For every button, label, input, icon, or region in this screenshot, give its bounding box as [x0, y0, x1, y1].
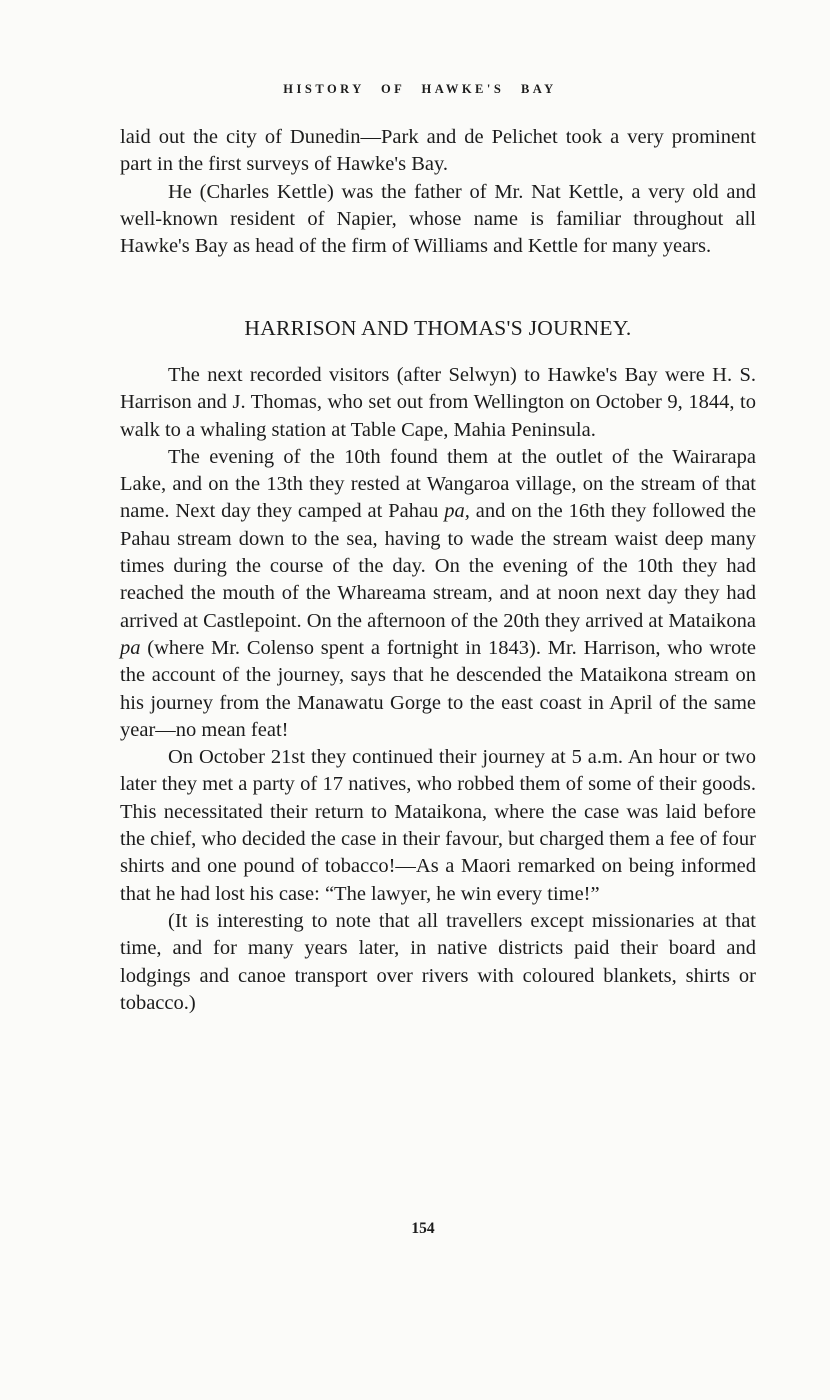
running-head: HISTORY OF HAWKE'S BAY — [283, 82, 557, 96]
section-heading: HARRISON AND THOMAS'S JOURNEY. — [244, 316, 632, 340]
paragraph-journey-part-a: The evening of the 10th found them at the outlet of the Wairarapa Lake, and on the 13th they rested at Wangaroa village, on the stream of that name. Next day they camped at Pahau — [120, 445, 756, 523]
section-body — [120, 362, 756, 1017]
opening-text — [120, 124, 756, 260]
pa-italic-2: pa — [120, 636, 141, 659]
paragraph-kettle: He (Charles Kettle) was the father of Mr. Nat Kettle, a very old and well-known resident of Napier, whose name is familiar throughout all Hawke's Bay as head of the firm of Williams and Kettle for many years. — [120, 180, 756, 258]
paragraph-journey — [120, 444, 756, 744]
paragraph-journey-part-b: and on the 16th they followed the Pahau stream down to the sea, having to wade the stream waist deep many times during the course of the day. On the evening of the 10th they had reached the mouth of the Whareama stream, and at noon next day they had arrived at Castlepoint. On the afternoon of the 20th they arrived at Mataikona — [120, 500, 756, 632]
paragraph-continued: laid out the city of Dunedin—Park and de Pelichet took a very prominent part in the first surveys of Hawke's Bay. — [120, 126, 756, 176]
paragraph-note: (It is interesting to note that all travellers except missionaries at that time, and for many years later, in native districts paid their board and lodgings and canoe transport over rivers with coloured blankets, shirts or tobacco.) — [120, 909, 756, 1014]
pa-italic-1: pa, — [444, 500, 470, 523]
paragraph-robbery: On October 21st they continued their journey at 5 a.m. An hour or two later they met a party of 17 natives, who robbed them of some of their goods. This necessitated their return to Mataikona, where the case was laid before the chief, who decided the case in their favour, but charged them a fee of four shirts and one pound of tobacco!—As a Maori remarked on being informed that he had lost his case: “The lawyer, he win every time!” — [120, 746, 756, 905]
paragraph-visitors: The next recorded visitors (after Selwyn) to Hawke's Bay were H. S. Harrison and J. Thomas, who set out from Wellington on October 9, 1844, to walk to a whaling station at Table Cape, Mahia Peninsula. — [120, 364, 756, 441]
page-number: 154 — [411, 1220, 435, 1237]
paragraph-journey-part-c: (where Mr. Colenso spent a fortnight in 1843). Mr. Harrison, who wrote the account of the journey, says that he descended the Mataikona stream on his journey from the Manawatu Gorge to the east coast in April of the same year—no mean feat! — [120, 636, 756, 741]
